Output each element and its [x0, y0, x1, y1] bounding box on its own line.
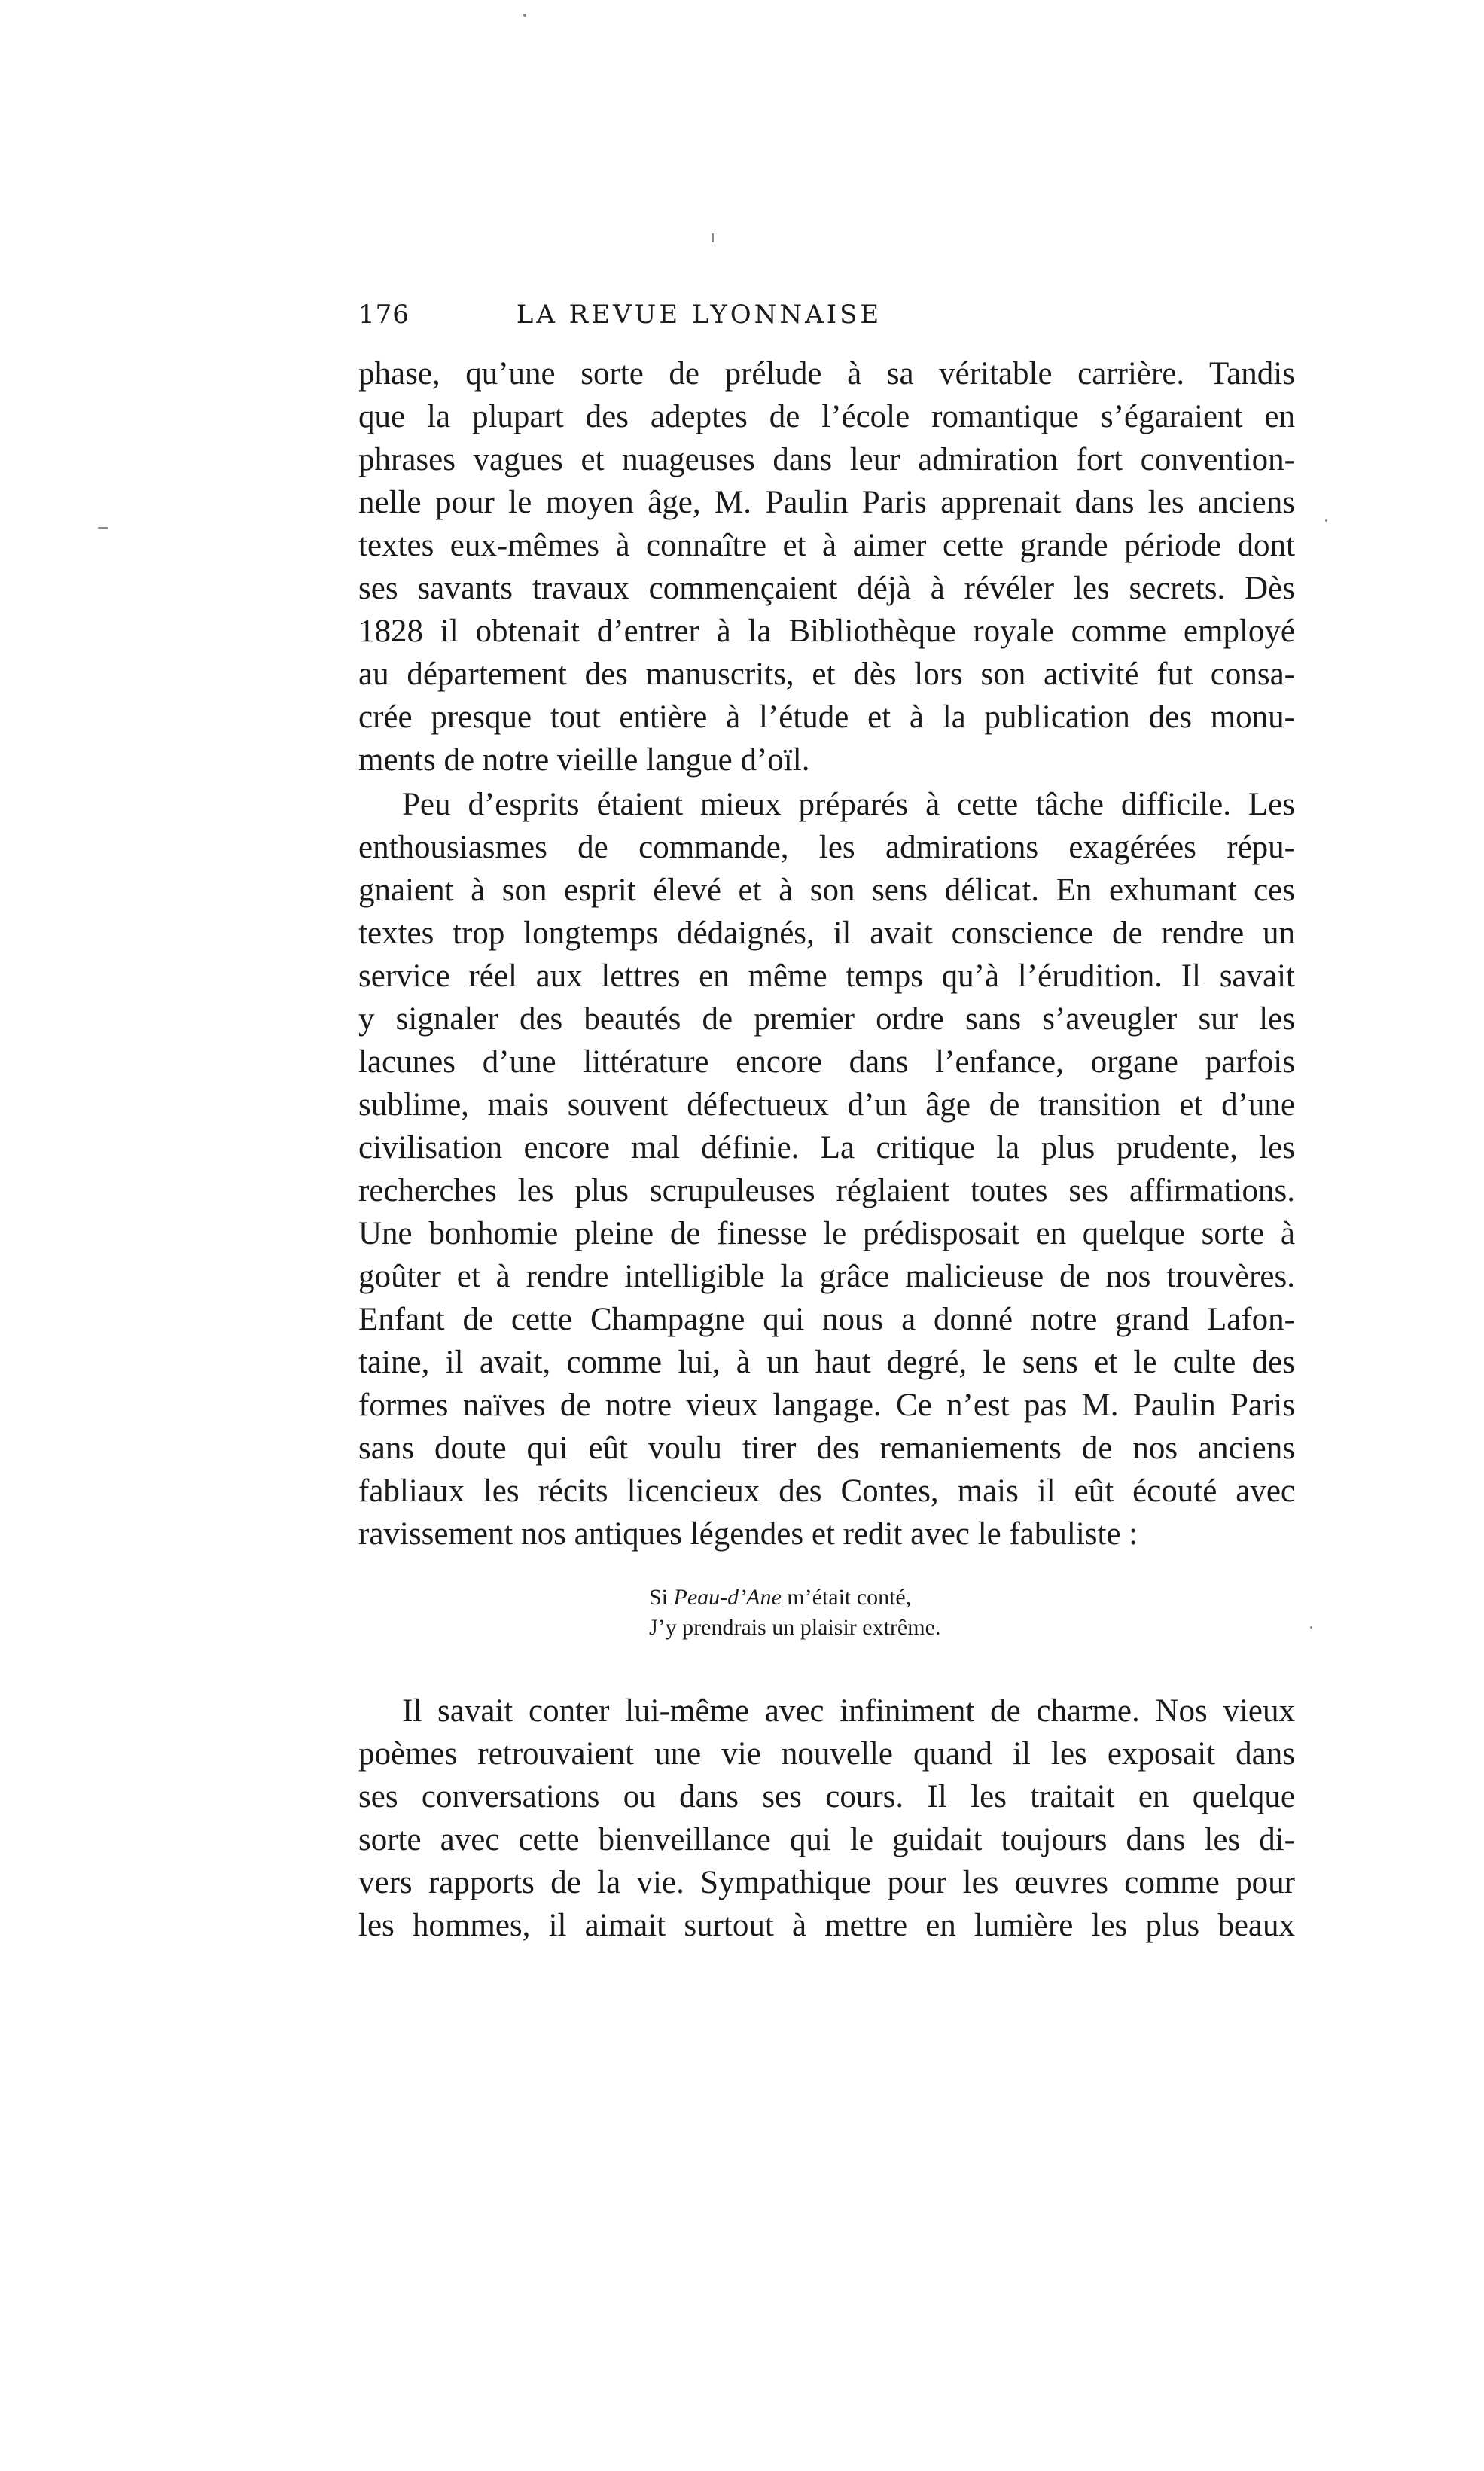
text-line: Peu d’esprits étaient mieux préparés à cette tâche difficile. Les — [402, 787, 1295, 822]
verse-prefix: Si — [649, 1585, 674, 1610]
text-line: 1828 il obtenait d’entrer à la Bibliothèque royale comme employé — [358, 614, 1295, 649]
text-line: recherches les plus scrupuleuses réglaient toutes ses affirmations. — [358, 1173, 1295, 1208]
text-line: phase, qu’une sorte de prélude à sa véritable carrière. Tandis — [358, 356, 1295, 392]
text-line: formes naïves de notre vieux langage. Ce n’est pas M. Paulin Paris — [358, 1388, 1295, 1423]
text-line: nelle pour le moyen âge, M. Paulin Paris apprenait dans les anciens — [358, 485, 1295, 520]
text-line: que la plupart des adeptes de l’école romantique s’égaraient en — [358, 399, 1295, 434]
text-line: ses conversations ou dans ses cours. Il les traitait en quelque — [358, 1779, 1295, 1814]
text-line: vers rapports de la vie. Sympathique pour les œuvres comme pour — [358, 1865, 1295, 1900]
page-number: 176 — [358, 300, 410, 330]
paragraph-1 — [358, 352, 1295, 782]
text-line: les hommes, il aimait surtout à mettre en lumière les plus beaux — [358, 1908, 1295, 1943]
text-line: sorte avec cette bienveillance qui le guidait toujours dans les di- — [358, 1822, 1295, 1857]
text-line: sublime, mais souvent défectueux d’un âge de transition et d’une — [358, 1087, 1295, 1123]
paper-speck — [1310, 1626, 1312, 1629]
text-line: sans doute qui eût voulu tirer des remaniements de nos anciens — [358, 1430, 1295, 1466]
text-line: Une bonhomie pleine de finesse le prédisposait en quelque sorte à — [358, 1216, 1295, 1251]
text-line: y signaler des beautés de premier ordre sans s’aveugler sur les — [358, 1001, 1295, 1037]
verse-line-1 — [649, 1583, 940, 1613]
text-line: textes trop longtemps dédaignés, il avait conscience de rendre un — [358, 916, 1295, 951]
text-line: textes eux-mêmes à connaître et à aimer cette grande période dont — [358, 528, 1295, 563]
text-line: fabliaux les récits licencieux des Contes, mais il eût écouté avec — [358, 1473, 1295, 1509]
text-line: taine, il avait, comme lui, à un haut degré, le sens et le culte des — [358, 1345, 1295, 1380]
paragraph-3 — [358, 1689, 1295, 1947]
text-line: poèmes retrouvaient une vie nouvelle quand il les exposait dans — [358, 1736, 1295, 1772]
text-line: ravissement nos antiques légendes et redit avec le fabuliste : — [358, 1516, 1138, 1552]
text-line: service réel aux lettres en même temps qu’à l’érudition. Il savait — [358, 958, 1295, 994]
text-line: lacunes d’une littérature encore dans l’enfance, organe parfois — [358, 1044, 1295, 1080]
text-line: Il savait conter lui-même avec infiniment de charme. Nos vieux — [402, 1693, 1295, 1729]
text-line: civilisation encore mal définie. La critique la plus prudente, les — [358, 1130, 1295, 1165]
paper-speck — [712, 233, 714, 242]
text-line: phrases vagues et nuageuses dans leur admiration fort convention- — [358, 442, 1295, 477]
paper-speck — [523, 14, 526, 17]
text-line: ments de notre vieille langue d’oïl. — [358, 742, 810, 778]
text-line: enthousiasmes de commande, les admirations exagérées répu- — [358, 830, 1295, 865]
page-header — [358, 300, 1040, 345]
text-line: ses savants travaux commençaient déjà à révéler les secrets. Dès — [358, 571, 1295, 606]
text-line: gnaient à son esprit élevé et à son sens délicat. En exhumant ces — [358, 873, 1295, 908]
text-line: au département des manuscrits, et dès lors son activité fut consa- — [358, 657, 1295, 692]
paper-speck — [98, 527, 108, 529]
text-line: goûter et à rendre intelligible la grâce malicieuse de nos trouvères. — [358, 1259, 1295, 1294]
verse-line-2: J’y prendrais un plaisir extrême. — [649, 1615, 941, 1640]
verse-suffix: m’était conté, — [781, 1585, 912, 1610]
verse-quotation — [649, 1583, 940, 1643]
verse-title: Peau-d’Ane — [673, 1585, 782, 1610]
paper-speck — [1325, 519, 1327, 522]
running-title: LA REVUE LYONNAISE — [516, 300, 882, 330]
paragraph-2 — [358, 783, 1295, 1555]
text-line: crée presque tout entière à l’étude et à la publication des monu- — [358, 699, 1295, 735]
text-line: Enfant de cette Champagne qui nous a donné notre grand Lafon- — [358, 1302, 1295, 1337]
